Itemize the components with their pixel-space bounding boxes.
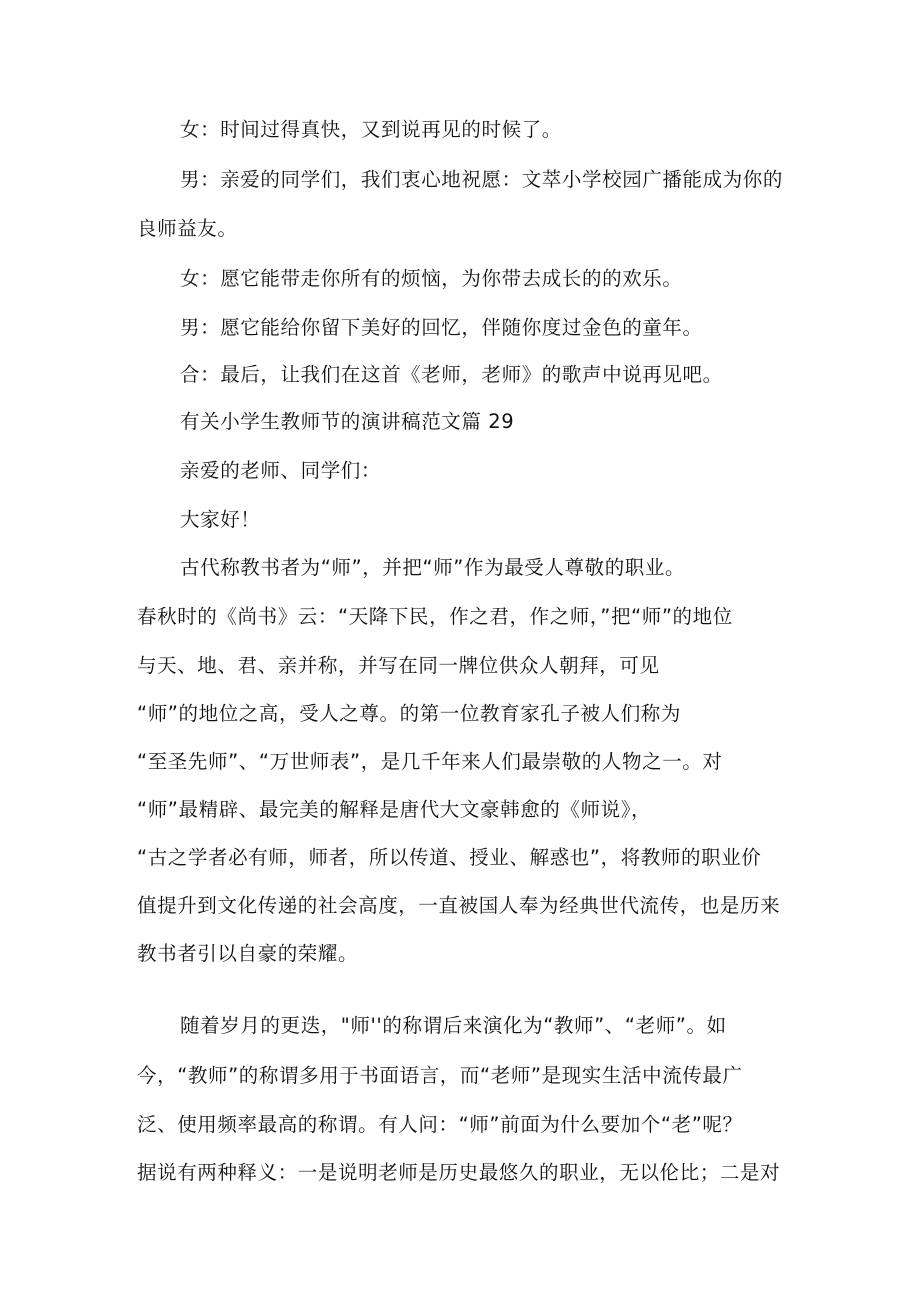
paragraph-1-line-8: 值提升到文化传递的社会高度，一直被国人奉为经典世代流传，也是历来 — [137, 894, 781, 917]
paragraph-1-line-5: “至圣先师”、“万世师表”，是几千年来人们最崇敬的人物之一。对 — [137, 750, 723, 773]
dialogue-line-female-2: 女：愿它能带走你所有的烦恼，为你带去成长的的欢乐。 — [180, 267, 683, 290]
paragraph-1-line-2: 春秋时的《尚书》云：“天降下民，作之君，作之师，”把“师”的地位 — [137, 605, 733, 628]
dialogue-line-male-2: 男：愿它能给你留下美好的回忆，伴随你度过金色的童年。 — [180, 316, 703, 339]
paragraph-1-line-6: “师”最精辟、最完美的解释是唐代大文豪韩愈的《师说》， — [137, 798, 652, 821]
paragraph-1-line-3: 与天、地、君、亲并称，并写在同一牌位供众人朝拜，可见 — [137, 654, 660, 677]
paragraph-1-line-1: 古代称教书者为“师”，并把“师”作为最受人尊敬的职业。 — [180, 556, 686, 579]
dialogue-line-male-1-cont: 良师益友。 — [137, 217, 238, 240]
paragraph-2-line-2: 今，“教师”的称谓多用于书面语言，而“老师”是现实生活中流传最广 — [137, 1064, 743, 1087]
dialogue-line-together: 合：最后，让我们在这首《老师，老师》的歌声中说再见吧。 — [180, 363, 723, 386]
paragraph-2-line-4: 据说有两种释义：一是说明老师是历史最悠久的职业，无以伦比；二是对 — [137, 1161, 781, 1184]
greeting: 大家好！ — [180, 508, 261, 531]
section-heading: 有关小学生教师节的演讲稿范文篇 29 — [180, 410, 515, 433]
salutation: 亲爱的老师、同学们： — [180, 459, 382, 482]
paragraph-1-line-9: 教书者引以自豪的荣耀。 — [137, 942, 359, 965]
paragraph-2-line-1: 随着岁月的更迭，"师''的称谓后来演化为“教师”、“老师”。如 — [180, 1014, 727, 1037]
paragraph-2-line-3: 泛、使用频率最高的称谓。有人问：“师”前面为什么要加个“老”呢？ — [137, 1113, 743, 1136]
paragraph-1-line-4: “师”的地位之高，受人之尊。的第一位教育家孔子被人们称为 — [137, 702, 682, 725]
dialogue-line-female-1: 女：时间过得真快，又到说再见的时候了。 — [180, 118, 562, 141]
paragraph-1-line-7: “古之学者必有师，师者，所以传道、授业、解惑也”，将教师的职业价 — [137, 846, 762, 869]
dialogue-line-male-1: 男：亲爱的同学们，我们衷心地祝愿：文萃小学校园广播能成为你的 — [180, 168, 784, 191]
